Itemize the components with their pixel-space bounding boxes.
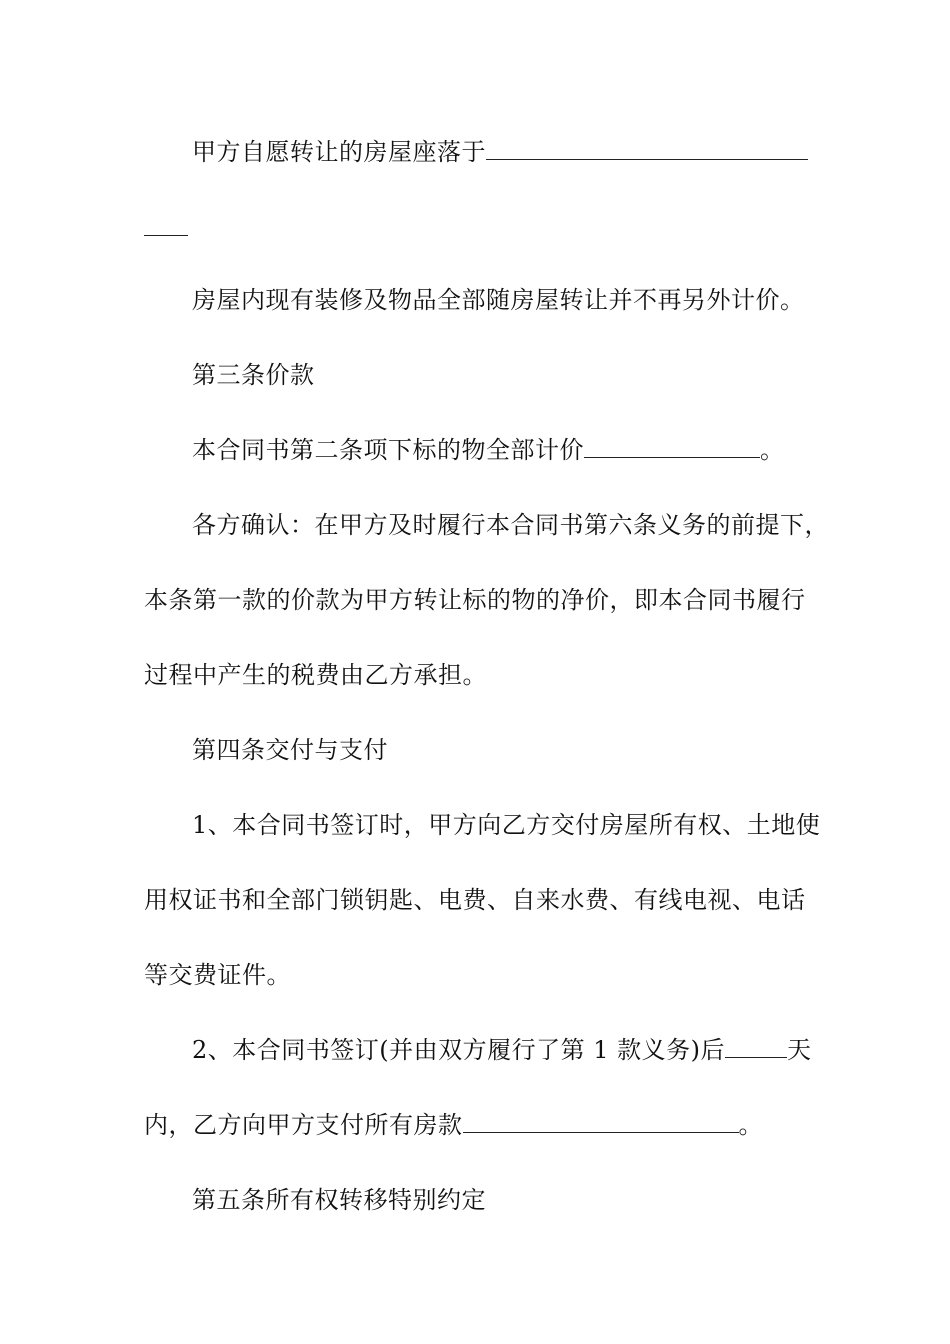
delivery-text-3: 等交费证件。: [144, 961, 291, 989]
confirm-text-1: 各方确认：在甲方及时履行本合同书第六条义务的前提下，: [192, 511, 829, 539]
address-blank-continuation[interactable]: [144, 213, 188, 236]
paragraph-payment-line-1: [0, 1034, 950, 1066]
fixtures-text: 房屋内现有装修及物品全部随房屋转让并不再另外计价。: [192, 286, 805, 314]
paragraph-confirm-line-2: [0, 584, 950, 616]
article-5-heading: [0, 1184, 950, 1216]
paragraph-confirm-line-3: [0, 659, 950, 691]
article-4-heading: [0, 734, 950, 766]
payment-end-mark: 。: [738, 1111, 763, 1139]
paragraph-address-continuation: [0, 212, 950, 244]
paragraph-fixtures: [0, 284, 950, 316]
price-blank[interactable]: [584, 435, 760, 458]
article-3-heading: [0, 359, 950, 391]
address-label: 甲方自愿转让的房屋座落于: [192, 138, 486, 166]
delivery-text-2: 用权证书和全部门锁钥匙、电费、自来水费、有线电视、电话: [144, 886, 806, 914]
paragraph-payment-line-2: [0, 1109, 950, 1141]
confirm-text-2: 本条第一款的价款为甲方转让标的物的净价，即本合同书履行: [144, 586, 806, 614]
article-3-title: 第三条价款: [192, 361, 315, 389]
address-blank[interactable]: [486, 137, 808, 160]
paragraph-delivery-line-1: [0, 809, 950, 841]
article-5-title: 第五条所有权转移特别约定: [192, 1186, 486, 1214]
paragraph-price: [0, 434, 950, 466]
paragraph-delivery-line-2: [0, 884, 950, 916]
paragraph-confirm-line-1: [0, 509, 950, 541]
payment-amount-blank[interactable]: [463, 1110, 739, 1133]
confirm-text-3: 过程中产生的税费由乙方承担。: [144, 661, 487, 689]
article-4-title: 第四条交付与支付: [192, 736, 388, 764]
days-blank[interactable]: [725, 1035, 787, 1058]
price-end-mark: 。: [760, 436, 785, 464]
paragraph-address: [0, 136, 950, 168]
delivery-text-1: 1、本合同书签订时，甲方向乙方交付房屋所有权、土地使: [192, 811, 821, 839]
price-label: 本合同书第二条项下标的物全部计价: [192, 436, 584, 464]
payment-text-1: 2、本合同书签订(并由双方履行了第 1 款义务)后: [192, 1036, 726, 1064]
paragraph-delivery-line-3: [0, 959, 950, 991]
payment-text-2: 内，乙方向甲方支付所有房款: [144, 1111, 463, 1139]
days-unit: 天: [787, 1036, 812, 1064]
